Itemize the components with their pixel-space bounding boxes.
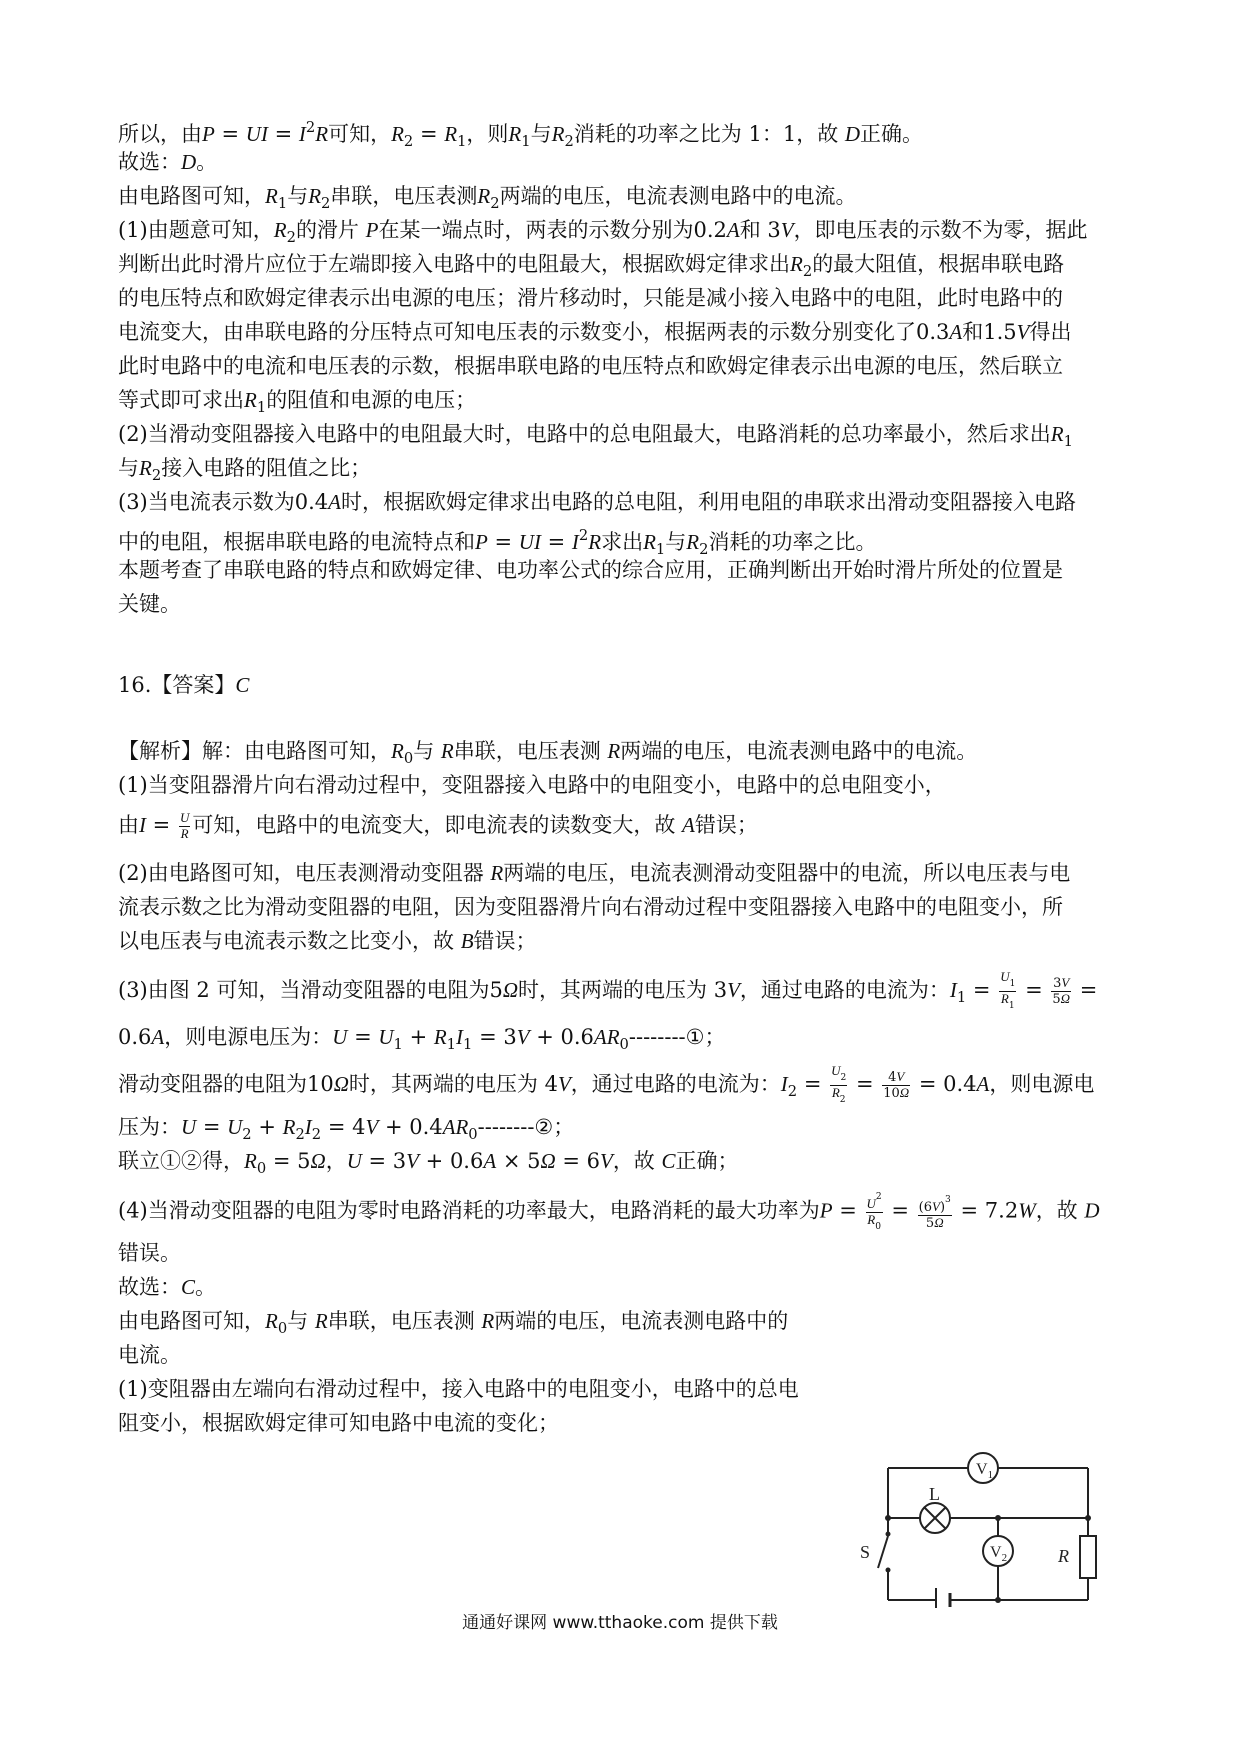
text-line-10: (2)当滑动变阻器接入电路中的电阻最大时，电路中的总电阻最大，电路消耗的总功率最小，然后求出$R_1$ <box>118 422 1073 450</box>
text-line-34: 阻变小，根据欧姆定律可知电路中电流的变化； <box>118 1411 559 1435</box>
text-line-29: 错误。 <box>118 1241 181 1265</box>
text-line-2: 故选：D。 <box>118 150 218 174</box>
v2-subscript: 2 <box>1001 1552 1008 1564</box>
v1-label: V <box>976 1461 988 1478</box>
resistor-r <box>1080 1536 1096 1578</box>
text-line-14: 本题考查了串联电路的特点和欧姆定律、电功率公式的综合应用，正确判断出开始时滑片所处的位置是 <box>118 558 1063 582</box>
text-line-27: 联立①②得，$R_0 = 5\Omega$，U = 3V + 0.6A × 5Ω = 6V，故 C正确； <box>118 1149 739 1177</box>
answer-heading: 16.【答案】C <box>118 673 250 697</box>
text-line-17: 【解析】解：由电路图可知，$R_0$与 R串联，电压表测 R两端的电压，电流表测电路中的电流。 <box>118 739 978 767</box>
text-line-20: (2)由电路图可知，电压表测滑动变阻器 R两端的电压，电流表测滑动变阻器中的电流，所以电压表与电 <box>118 861 1071 885</box>
text-line-31: 由电路图可知，$R_0$与 R串联，电压表测 R两端的电压，电流表测电路中的 <box>118 1309 789 1337</box>
text-line-1: 所以，由P = UI = $I^2R$可知，$R_2 = R_1$，则$R_1$与$R_2$消耗的功率之比为 1：1，故 D正确。 <box>118 119 924 150</box>
text-line-3: 由电路图可知，$R_1$与$R_2$串联，电压表测$R_2$两端的电压，电流表测电路中的电流。 <box>118 184 857 212</box>
text-line-26: 压为：$U = U_2 + R_2I_2 = 4V$ + $0.4AR_0--------②$； <box>118 1115 575 1143</box>
text-line-21: 流表示数之比为滑动变阻器的电阻，因为变阻器滑片向右滑动过程中变阻器接入电路中的电阻变小，所 <box>118 895 1063 919</box>
text-line-9: 等式即可求出$R_1$的阻值和电源的电压； <box>118 388 477 416</box>
text-line-11: 与$R_2$接入电路的阻值之比； <box>118 456 372 484</box>
page-footer: 通通好课网 www.tthaoke.com 提供下载 <box>462 1613 778 1633</box>
text-line-19: 由I = $\frac{U}{R}$ 可知，电路中的电流变大，即电流表的读数变大，故 A错误； <box>118 810 758 841</box>
text-line-6: 的电压特点和欧姆定律表示出电源的电压；滑片移动时，只能是减小接入电路中的电阻，此时电路中的 <box>118 286 1063 310</box>
text-line-8: 此时电路中的电流和电压表的示数，根据串联电路的电压特点和欧姆定律表示出电源的电压，然后联立 <box>118 354 1063 378</box>
text-line-18: (1)当变阻器滑片向右滑动过程中，变阻器接入电路中的电阻变小，电路中的总电阻变小， <box>118 773 946 797</box>
v2-label: V <box>990 1544 1002 1561</box>
text-line-23: (3)由图 2 可知，当滑动变阻器的电阻为5Ω时，其两端的电压为 3V，通过电路的电流为：$I_1$ = $\frac{U_1}{R_1}$ = $\frac{3V}{5\Omega}$ = <box>118 969 1098 1011</box>
text-line-22: 以电压表与电流表示数之比变小，故 B错误； <box>118 929 537 953</box>
text-line-32: 电流。 <box>118 1343 181 1367</box>
text-line-15: 关键。 <box>118 592 181 616</box>
switch-label: S <box>860 1542 871 1562</box>
text-line-30: 故选：C。 <box>118 1275 217 1299</box>
circuit-diagram <box>838 1428 1118 1608</box>
text-line-33: (1)变阻器由左端向右滑动过程中，接入电路中的电阻变小，电路中的总电 <box>118 1377 799 1401</box>
text-line-7: 电流变大，由串联电路的分压特点可知电压表的示数变小，根据两表的示数分别变化了0.3A和1.5V得出 <box>118 320 1072 344</box>
text-line-12: (3)当电流表示数为0.4A时，根据欧姆定律求出电路的总电阻，利用电阻的串联求出滑动变阻器接入电路 <box>118 490 1076 514</box>
text-line-25: 滑动变阻器的电阻为10Ω时，其两端的电压为 4V，通过电路的电流为：$I_2$ = $\frac{U_2}{R_2}$ = $\frac{4V}{10\Omega}$ = 0.4A，则电源电 <box>118 1063 1095 1105</box>
v1-subscript: 1 <box>987 1469 994 1481</box>
resistor-label: R <box>1058 1546 1069 1566</box>
svg-text:V1 <box>976 1461 993 1481</box>
text-line-24: 0.6A，则电源电压为：$U = U_1 + R_1I_1 = 3V$ + $0.6AR_0--------①$； <box>118 1025 726 1053</box>
text-line-5: 判断出此时滑片应位于左端即接入电路中的电阻最大，根据欧姆定律求出$R_2$的最大阻值，根据串联电路 <box>118 252 1065 280</box>
lamp-label: L <box>929 1484 940 1504</box>
text-line-13: 中的电阻，根据串联电路的电流特点和P = UI = $I^2R$求出$R_1$与$R_2$消耗的功率之比。 <box>118 527 877 558</box>
text-line-28: (4)当滑动变阻器的电阻为零时电路消耗的功率最大，电路消耗的最大功率为P = $\frac{U^2}{R_0}$ = $\frac{(6V)^3}{5\Omega}$ = 7.2W，故 D <box>118 1192 1100 1232</box>
svg-text:V2 <box>990 1544 1007 1564</box>
text-line-4: (1)由题意可知，$R_2$的滑片 P在某一端点时，两表的示数分别为0.2A和 3V，即电压表的示数不为零，据此 <box>118 218 1088 246</box>
